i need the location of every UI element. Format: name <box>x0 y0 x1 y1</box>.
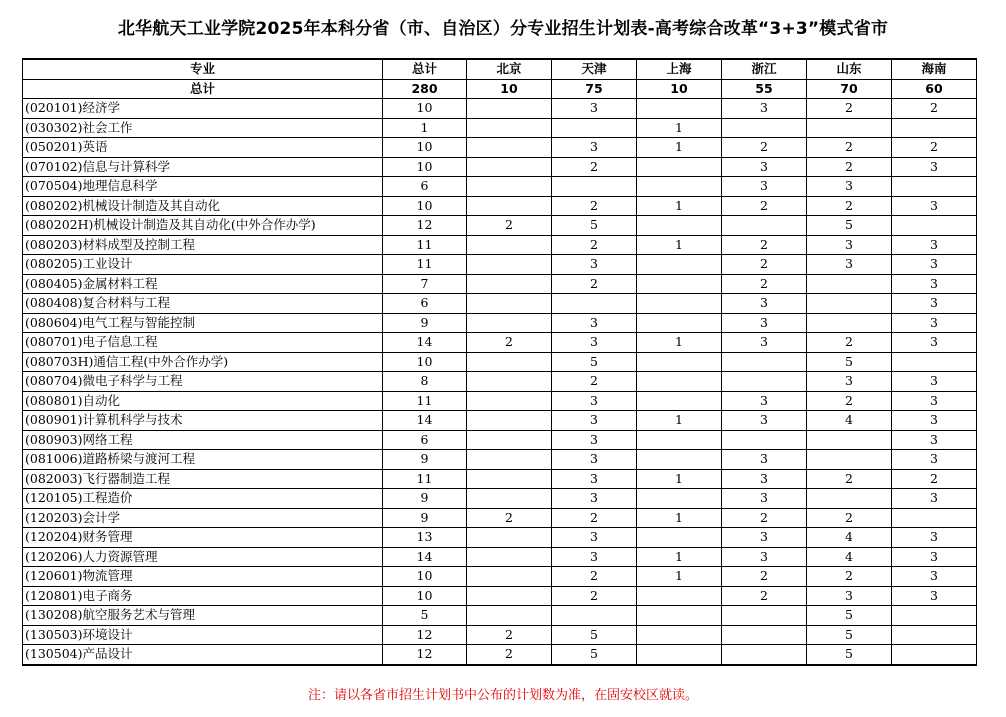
table-row <box>23 508 977 528</box>
quota-cell <box>637 645 722 665</box>
quota-cell: 1 <box>637 235 722 255</box>
major-cell: (080701)电子信息工程 <box>23 333 383 353</box>
quota-cell: 3 <box>807 255 892 275</box>
quota-cell <box>807 489 892 509</box>
quota-cell: 2 <box>892 99 977 119</box>
major-cell: (080903)网络工程 <box>23 430 383 450</box>
quota-cell: 2 <box>807 138 892 158</box>
quota-cell: 3 <box>552 430 637 450</box>
quota-cell: 3 <box>892 391 977 411</box>
quota-cell: 3 <box>552 313 637 333</box>
quota-cell: 2 <box>807 333 892 353</box>
quota-cell <box>467 313 552 333</box>
major-cell: (080203)材料成型及控制工程 <box>23 235 383 255</box>
quota-cell <box>467 99 552 119</box>
quota-cell: 10 <box>383 196 467 216</box>
header-row <box>23 59 977 79</box>
major-cell: (070102)信息与计算科学 <box>23 157 383 177</box>
quota-cell: 3 <box>552 528 637 548</box>
quota-cell: 3 <box>807 177 892 197</box>
quota-cell <box>722 645 807 665</box>
quota-cell <box>892 118 977 138</box>
quota-cell <box>467 567 552 587</box>
quota-cell <box>807 294 892 314</box>
major-cell: (080704)微电子科学与工程 <box>23 372 383 392</box>
quota-cell: 3 <box>892 157 977 177</box>
quota-cell: 3 <box>892 274 977 294</box>
quota-cell: 7 <box>383 274 467 294</box>
table-row <box>23 255 977 275</box>
quota-cell: 4 <box>807 528 892 548</box>
quota-cell <box>637 489 722 509</box>
quota-cell: 11 <box>383 255 467 275</box>
quota-cell: 5 <box>552 352 637 372</box>
quota-cell <box>552 177 637 197</box>
quota-cell: 12 <box>383 625 467 645</box>
quota-cell: 5 <box>807 606 892 626</box>
quota-cell: 11 <box>383 469 467 489</box>
quota-cell: 3 <box>552 547 637 567</box>
table-row <box>23 274 977 294</box>
quota-cell <box>892 177 977 197</box>
quota-cell: 5 <box>807 645 892 665</box>
quota-cell: 9 <box>383 450 467 470</box>
quota-cell <box>807 313 892 333</box>
totals-cell: 55 <box>722 79 807 99</box>
quota-cell: 1 <box>637 118 722 138</box>
quota-cell: 2 <box>552 235 637 255</box>
quota-cell <box>637 625 722 645</box>
major-cell: (080901)计算机科学与技术 <box>23 411 383 431</box>
quota-cell: 3 <box>892 586 977 606</box>
major-cell: (080202H)机械设计制造及其自动化(中外合作办学) <box>23 216 383 236</box>
major-cell: (080202)机械设计制造及其自动化 <box>23 196 383 216</box>
quota-cell <box>807 430 892 450</box>
quota-cell: 10 <box>383 567 467 587</box>
header-cell-zhejiang: 浙江 <box>722 59 807 79</box>
quota-cell: 14 <box>383 547 467 567</box>
quota-cell: 2 <box>467 508 552 528</box>
quota-cell <box>467 118 552 138</box>
header-cell-major: 专业 <box>23 59 383 79</box>
quota-cell <box>722 606 807 626</box>
quota-cell: 5 <box>552 625 637 645</box>
quota-cell: 3 <box>552 333 637 353</box>
quota-cell: 4 <box>807 547 892 567</box>
quota-cell <box>467 391 552 411</box>
quota-cell: 3 <box>892 430 977 450</box>
quota-cell <box>637 586 722 606</box>
major-cell: (080703H)通信工程(中外合作办学) <box>23 352 383 372</box>
quota-cell <box>722 430 807 450</box>
quota-cell <box>722 625 807 645</box>
quota-cell <box>637 177 722 197</box>
quota-cell: 1 <box>637 411 722 431</box>
table-row <box>23 430 977 450</box>
header-cell-shandong: 山东 <box>807 59 892 79</box>
quota-cell: 3 <box>722 333 807 353</box>
quota-cell: 2 <box>552 274 637 294</box>
major-cell: (080205)工业设计 <box>23 255 383 275</box>
quota-cell: 11 <box>383 235 467 255</box>
quota-cell <box>637 372 722 392</box>
quota-cell <box>892 645 977 665</box>
table-row <box>23 625 977 645</box>
quota-cell: 3 <box>892 313 977 333</box>
quota-cell: 3 <box>892 450 977 470</box>
quota-cell <box>467 469 552 489</box>
quota-cell: 3 <box>722 450 807 470</box>
table-row <box>23 528 977 548</box>
table-row <box>23 567 977 587</box>
quota-cell <box>892 216 977 236</box>
quota-cell: 10 <box>383 352 467 372</box>
quota-cell: 3 <box>722 489 807 509</box>
quota-cell <box>722 216 807 236</box>
quota-cell: 2 <box>552 372 637 392</box>
quota-cell <box>637 313 722 333</box>
quota-cell <box>467 606 552 626</box>
quota-cell: 3 <box>722 177 807 197</box>
major-cell: (120206)人力资源管理 <box>23 547 383 567</box>
quota-cell <box>637 352 722 372</box>
quota-cell: 3 <box>807 235 892 255</box>
quota-cell <box>637 606 722 626</box>
totals-cell: 60 <box>892 79 977 99</box>
totals-row <box>23 79 977 99</box>
table-row <box>23 99 977 119</box>
quota-cell: 3 <box>722 99 807 119</box>
quota-cell: 2 <box>807 99 892 119</box>
quota-cell: 5 <box>552 645 637 665</box>
quota-cell: 3 <box>892 372 977 392</box>
quota-cell <box>637 391 722 411</box>
quota-cell <box>467 489 552 509</box>
major-cell: (120203)会计学 <box>23 508 383 528</box>
quota-cell <box>467 157 552 177</box>
quota-cell <box>637 528 722 548</box>
quota-cell: 3 <box>722 411 807 431</box>
quota-cell <box>467 294 552 314</box>
quota-cell: 2 <box>807 508 892 528</box>
quota-cell: 2 <box>807 469 892 489</box>
totals-cell: 10 <box>637 79 722 99</box>
quota-cell: 2 <box>892 469 977 489</box>
enrollment-plan-table <box>22 58 977 666</box>
quota-cell: 2 <box>467 645 552 665</box>
quota-cell: 6 <box>383 294 467 314</box>
quota-cell: 6 <box>383 430 467 450</box>
quota-cell: 2 <box>892 138 977 158</box>
quota-cell: 1 <box>637 469 722 489</box>
quota-cell: 3 <box>722 547 807 567</box>
quota-cell: 1 <box>383 118 467 138</box>
table-row <box>23 586 977 606</box>
table-row <box>23 294 977 314</box>
header-cell-hainan: 海南 <box>892 59 977 79</box>
header-cell-beijing: 北京 <box>467 59 552 79</box>
quota-cell <box>467 196 552 216</box>
table-row <box>23 547 977 567</box>
table-row <box>23 352 977 372</box>
table-row <box>23 469 977 489</box>
footnote: 注：请以各省市招生计划书中公布的计划数为准，在固安校区就读。 <box>307 688 698 703</box>
major-cell: (120204)财务管理 <box>23 528 383 548</box>
quota-cell: 2 <box>807 196 892 216</box>
table-row <box>23 216 977 236</box>
quota-cell: 11 <box>383 391 467 411</box>
quota-cell: 2 <box>552 586 637 606</box>
quota-cell <box>807 118 892 138</box>
totals-label: 总计 <box>23 79 383 99</box>
quota-cell: 2 <box>722 567 807 587</box>
quota-cell: 2 <box>722 586 807 606</box>
table-row <box>23 391 977 411</box>
quota-cell <box>892 606 977 626</box>
quota-cell <box>467 450 552 470</box>
major-cell: (130208)航空服务艺术与管理 <box>23 606 383 626</box>
totals-cell: 70 <box>807 79 892 99</box>
quota-cell: 3 <box>722 391 807 411</box>
quota-cell: 5 <box>552 216 637 236</box>
quota-cell: 3 <box>552 489 637 509</box>
quota-cell: 3 <box>552 138 637 158</box>
quota-cell: 1 <box>637 333 722 353</box>
quota-cell: 3 <box>892 528 977 548</box>
quota-cell: 3 <box>552 469 637 489</box>
major-cell: (120105)工程造价 <box>23 489 383 509</box>
quota-cell: 3 <box>807 586 892 606</box>
table-row <box>23 606 977 626</box>
table-row <box>23 313 977 333</box>
table-row <box>23 138 977 158</box>
quota-cell: 2 <box>467 625 552 645</box>
quota-cell: 9 <box>383 313 467 333</box>
quota-cell: 12 <box>383 216 467 236</box>
major-cell: (020101)经济学 <box>23 99 383 119</box>
quota-cell: 3 <box>552 99 637 119</box>
quota-cell: 12 <box>383 645 467 665</box>
quota-cell: 1 <box>637 567 722 587</box>
quota-cell: 3 <box>892 489 977 509</box>
quota-cell <box>637 216 722 236</box>
quota-cell <box>722 352 807 372</box>
quota-cell <box>892 625 977 645</box>
quota-cell <box>467 352 552 372</box>
quota-cell: 2 <box>807 157 892 177</box>
quota-cell <box>552 294 637 314</box>
major-cell: (120801)电子商务 <box>23 586 383 606</box>
table-row <box>23 411 977 431</box>
quota-cell: 3 <box>552 411 637 431</box>
major-cell: (080405)金属材料工程 <box>23 274 383 294</box>
quota-cell: 1 <box>637 547 722 567</box>
quota-cell: 2 <box>722 508 807 528</box>
quota-cell: 1 <box>637 138 722 158</box>
quota-cell: 3 <box>722 157 807 177</box>
header-cell-total: 总计 <box>383 59 467 79</box>
quota-cell: 3 <box>892 411 977 431</box>
quota-cell <box>892 508 977 528</box>
totals-cell: 10 <box>467 79 552 99</box>
quota-cell <box>722 118 807 138</box>
quota-cell: 2 <box>722 196 807 216</box>
quota-cell: 4 <box>807 411 892 431</box>
quota-cell: 9 <box>383 508 467 528</box>
major-cell: (130504)产品设计 <box>23 645 383 665</box>
table-row <box>23 450 977 470</box>
table-row <box>23 489 977 509</box>
quota-cell: 3 <box>892 567 977 587</box>
quota-cell <box>467 235 552 255</box>
table-row <box>23 118 977 138</box>
quota-cell <box>467 138 552 158</box>
major-cell: (080408)复合材料与工程 <box>23 294 383 314</box>
quota-cell: 2 <box>552 196 637 216</box>
quota-cell: 1 <box>637 196 722 216</box>
quota-cell: 5 <box>807 216 892 236</box>
major-cell: (050201)英语 <box>23 138 383 158</box>
quota-cell: 3 <box>892 196 977 216</box>
quota-cell: 2 <box>722 255 807 275</box>
quota-cell: 10 <box>383 99 467 119</box>
quota-cell: 5 <box>383 606 467 626</box>
quota-cell: 3 <box>892 255 977 275</box>
major-cell: (080801)自动化 <box>23 391 383 411</box>
quota-cell: 10 <box>383 138 467 158</box>
quota-cell <box>467 430 552 450</box>
table-row <box>23 157 977 177</box>
quota-cell: 3 <box>892 547 977 567</box>
quota-cell <box>722 372 807 392</box>
table-row <box>23 235 977 255</box>
quota-cell <box>637 255 722 275</box>
major-cell: (080604)电气工程与智能控制 <box>23 313 383 333</box>
quota-cell <box>467 255 552 275</box>
quota-cell: 2 <box>722 235 807 255</box>
totals-cell: 280 <box>383 79 467 99</box>
table-row <box>23 196 977 216</box>
quota-cell: 2 <box>552 157 637 177</box>
quota-cell <box>637 157 722 177</box>
quota-cell: 1 <box>637 508 722 528</box>
quota-cell <box>637 450 722 470</box>
quota-cell: 2 <box>722 274 807 294</box>
quota-cell: 9 <box>383 489 467 509</box>
table-row <box>23 645 977 665</box>
quota-cell <box>807 450 892 470</box>
page-title: 北华航天工业学院2025年本科分省（市、自治区）分专业招生计划表-高考综合改革“3+3”模式省市 <box>117 19 889 39</box>
quota-cell: 3 <box>892 294 977 314</box>
quota-cell <box>467 274 552 294</box>
quota-cell: 2 <box>467 216 552 236</box>
quota-cell: 2 <box>467 333 552 353</box>
quota-cell <box>637 430 722 450</box>
quota-cell <box>552 606 637 626</box>
quota-cell: 2 <box>722 138 807 158</box>
table-row <box>23 372 977 392</box>
quota-cell: 3 <box>722 469 807 489</box>
quota-cell: 8 <box>383 372 467 392</box>
major-cell: (070504)地理信息科学 <box>23 177 383 197</box>
quota-cell: 2 <box>552 508 637 528</box>
quota-cell <box>467 547 552 567</box>
quota-cell <box>467 411 552 431</box>
header-cell-tianjin: 天津 <box>552 59 637 79</box>
quota-cell: 3 <box>552 450 637 470</box>
table-row <box>23 177 977 197</box>
quota-cell: 3 <box>722 528 807 548</box>
quota-cell <box>892 352 977 372</box>
major-cell: (082003)飞行器制造工程 <box>23 469 383 489</box>
quota-cell <box>467 177 552 197</box>
quota-cell: 3 <box>892 235 977 255</box>
quota-cell <box>467 372 552 392</box>
quota-cell: 2 <box>807 391 892 411</box>
quota-cell: 13 <box>383 528 467 548</box>
quota-cell: 3 <box>722 294 807 314</box>
quota-cell <box>467 586 552 606</box>
quota-cell <box>637 99 722 119</box>
major-cell: (120601)物流管理 <box>23 567 383 587</box>
quota-cell: 5 <box>807 625 892 645</box>
major-cell: (081006)道路桥梁与渡河工程 <box>23 450 383 470</box>
totals-cell: 75 <box>552 79 637 99</box>
major-cell: (130503)环境设计 <box>23 625 383 645</box>
quota-cell: 14 <box>383 333 467 353</box>
quota-cell <box>637 274 722 294</box>
header-cell-shanghai: 上海 <box>637 59 722 79</box>
quota-cell: 5 <box>807 352 892 372</box>
quota-cell <box>637 294 722 314</box>
quota-cell: 3 <box>892 333 977 353</box>
quota-cell: 2 <box>552 567 637 587</box>
quota-cell: 6 <box>383 177 467 197</box>
quota-cell: 3 <box>552 391 637 411</box>
major-cell: (030302)社会工作 <box>23 118 383 138</box>
quota-cell <box>467 528 552 548</box>
quota-cell: 14 <box>383 411 467 431</box>
table-row <box>23 333 977 353</box>
quota-cell: 10 <box>383 586 467 606</box>
quota-cell: 3 <box>552 255 637 275</box>
quota-cell <box>807 274 892 294</box>
table-body <box>23 99 977 665</box>
quota-cell <box>552 118 637 138</box>
quota-cell: 10 <box>383 157 467 177</box>
quota-cell: 3 <box>807 372 892 392</box>
quota-cell: 2 <box>807 567 892 587</box>
quota-cell: 3 <box>722 313 807 333</box>
